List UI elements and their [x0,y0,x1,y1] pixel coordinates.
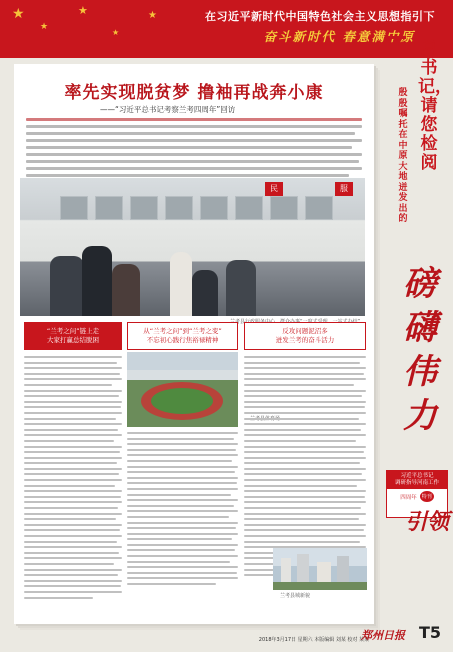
star-icon: ★ [78,4,88,17]
sidebar-yinling: 引领 [405,509,450,535]
service-center-photo: 民 服 [20,178,365,316]
special-issue-badge: 习近平总书记 调研指导河南工作 四周年 特刊 [386,470,448,518]
article-headline: 率先实现脱贫梦 撸袖再战奔小康 [64,83,324,103]
column-1 [24,322,122,602]
page-number: T5 [418,623,441,642]
column-3 [244,322,366,580]
header-subslogan: 奋斗新时代 春意满中原 [263,29,415,44]
newspaper-brand: 郑州日报 [361,629,405,642]
star-icon: ★ [40,22,49,32]
city-photo [273,548,367,590]
footer-info: 2018年3月17日 星期六 本版编辑 刘某 校对 某某 [258,637,369,643]
column-3-heading: 反攻问题泥沼多 迸发兰考的奋斗活力 [244,322,366,350]
header-slogan: 在习近平新时代中国特色社会主义思想指引下 [205,10,435,23]
sidebar-subtitle: 殷殷嘱托在中原大地迸发出的 [398,88,408,224]
article-subhead: ——“习近平总书记考察兰考四周年”回访 [100,105,236,114]
stadium-photo [127,352,238,427]
sidebar-big-title: 磅礴伟力 [403,264,437,436]
column-1-heading: “兰考之问”链上走 大家打赢总结脱困 [24,322,122,350]
star-icon: ★ [148,10,157,21]
special-tag: 特刊 [420,491,434,502]
column-2-text [127,432,238,589]
sidebar-title: 总书记，请您检阅 [418,39,452,173]
column-2 [127,322,238,350]
sidebar-bracket [386,36,406,56]
star-icon: ★ [12,6,25,22]
column-2-heading: 从“兰考之问”到“兰考之变” 不忘初心践行焦裕禄精神 [127,322,238,350]
city-caption: 兰考县城新貌 [280,593,311,599]
star-icon: ★ [112,28,120,37]
